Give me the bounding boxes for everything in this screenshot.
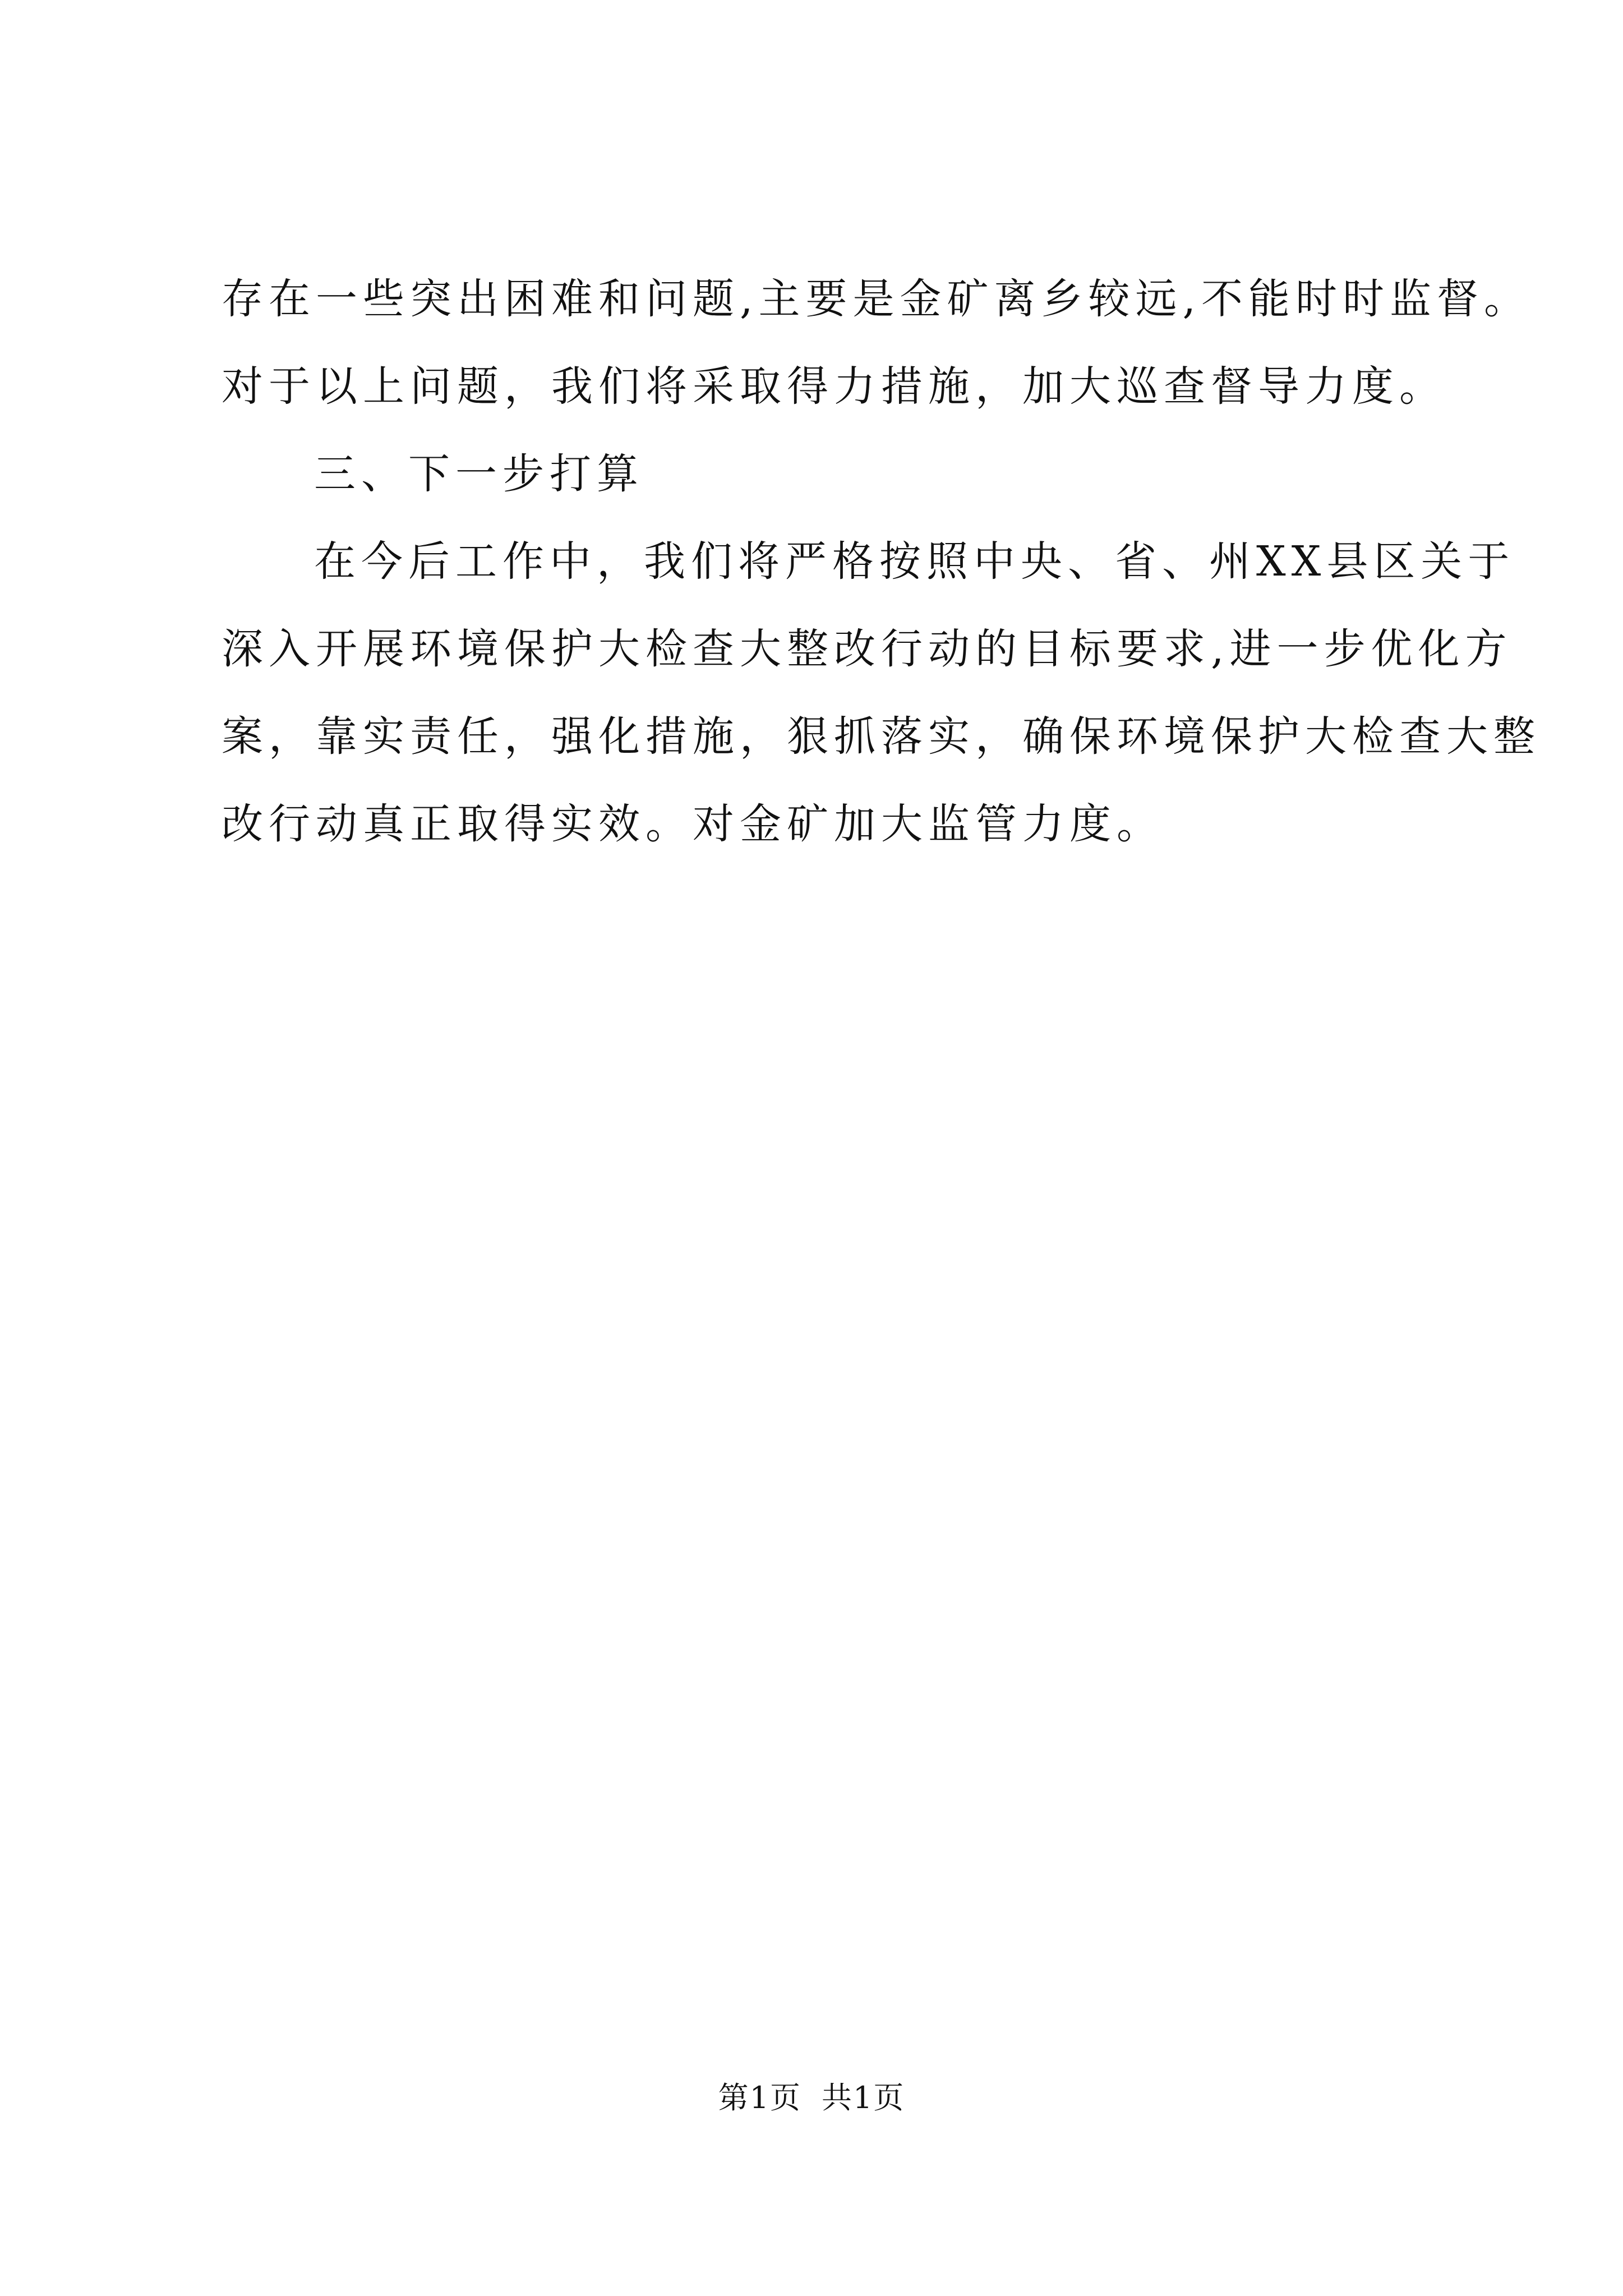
paragraph-line: 在今后工作中，我们将严格按照中央、省、州XX县区关于 — [314, 537, 1515, 586]
paragraph-line: 深入开展环境保护大检查大整改行动的目标要求,进一步优化方 — [222, 625, 1513, 673]
document-body — [222, 255, 1541, 868]
page-footer — [0, 2076, 1623, 2120]
paragraph-line: 存在一些突出困难和问题,主要是金矿离乡较远,不能时时监督。 — [222, 275, 1532, 323]
paragraph-line: 案，靠实责任，强化措施，狠抓落实，确保环境保护大检查大整 — [222, 712, 1541, 761]
page-total: 共1页 — [822, 2080, 905, 2115]
paragraph-line: 对于以上问题，我们将采取得力措施，加大巡查督导力度。 — [222, 362, 1446, 411]
page-number: 第1页 — [718, 2080, 801, 2115]
section-heading: 三、下一步打算 — [314, 450, 644, 498]
paragraph-line: 改行动真正取得实效。对金矿加大监管力度。 — [222, 800, 1164, 848]
